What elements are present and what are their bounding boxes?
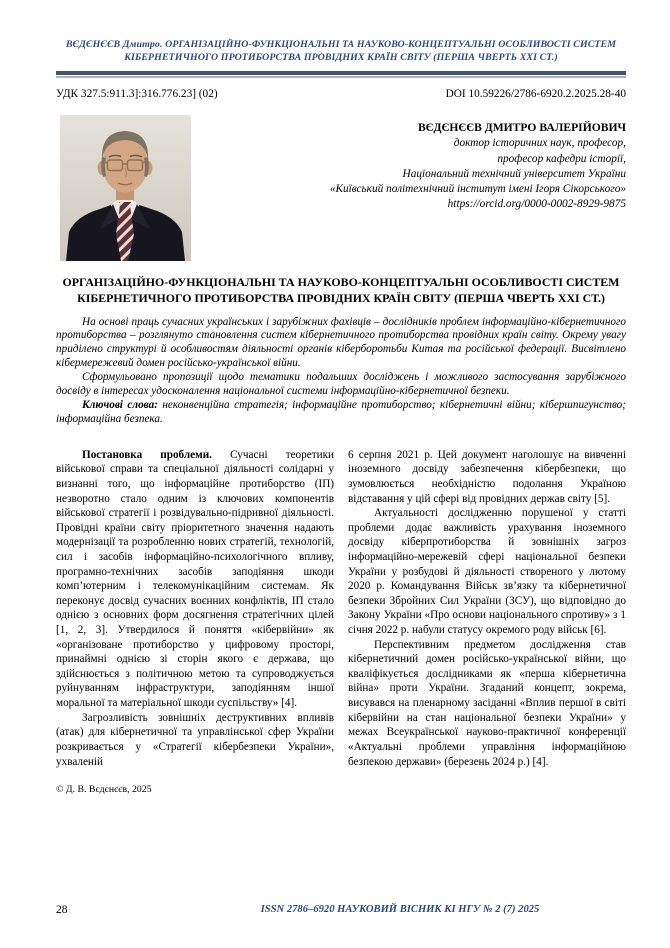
page-footer bbox=[0, 904, 670, 920]
paragraph: На основі праць сучасних українських і зарубіжних фахівців – дослідників проблем інформаційно-кібернетичного протиборства – розглянуто становлення систем кібернетичного протиборства провідних країн світу. Окрему увагу приділено структурі й особливостям діяльності органів кіберборотьби Китая та російської федерації. Висвітлено кібермережевий домен російсько-української війни. bbox=[56, 315, 626, 370]
header-divider-light-band bbox=[56, 76, 626, 78]
header-divider bbox=[56, 71, 626, 78]
paragraph: Постановка проблеми. Сучасні теоретики військової справи та спеціальної діяльності солідарні у визнанні того, що інформаційне протиборство (ІП) незворотно стало одним із ключових компонентів військової стратегії і розвідувально-підривної діяльності. Провідні країни світу пріоритетного значення надають модернізації та розробленню нових стратегій, технологій, сил і засобів інформаційно-психологічного впливу, програмно-технічних засобів заподіяння шкоди комп’ютерним і телекомунікаційним системам. Як переконує досвід сучасних воєнних конфліктів, ІП стало однією з основних форм досягнення стратегічних цілей [1, 2, 3]. Утвердилося й поняття «кібервійни» як «організоване протиборство у цифровому просторі, принаймні однією зі сторін якого є держава, що здійснюється з політичною метою та супроводжується руйнуванням інфраструктури, заподіянням іншої моральної та матеріальної шкоди суспільству» [4]. bbox=[56, 448, 334, 710]
author-affiliation-line: професор кафедри історії, bbox=[497, 152, 626, 165]
author-affiliation-line: «Київський політехнічний інститут імені Ігоря Сікорського» bbox=[329, 182, 626, 195]
paragraph: Актуальності дослідженню порушеної у статті проблеми додає важливість урахування іноземного досвіду кіберпротиборства й зовнішніх загроз інформаційно-мережевій сфері національної безпеки України у розбудові й діяльності створеного у лютому 2020 р. Командування Військ зв’язку та кібернетичної безпеки Збройних Сил України (ЗСУ), що відповідно до Закону України «Про основи національного спротиву» з 1 січня 2022 р. набули статусу окремого роду військ [6]. bbox=[348, 507, 626, 637]
body-columns bbox=[56, 448, 626, 797]
paragraph: Перспективним предметом дослідження став кібернетичний домен російсько-української війни, що кваліфікується дослідниками як «перша кібернетична війна» проти України. Згаданий концепт, зокрема, висувався на пленарному засіданні «Вплив першої в світі кібервійни на стан національної безпеки України» у межах Всеукраїнської науково-практичної конференції «Актуальні проблеми управління інформаційною безпекою держави» (березень 2024 р.) [4]. bbox=[348, 638, 626, 768]
doi-code: DOI 10.59226/2786-6920.2.2025.28-40 bbox=[445, 87, 626, 100]
author-affiliation-lines bbox=[191, 136, 626, 212]
meta-row bbox=[56, 88, 626, 100]
paragraph-lead: Постановка проблеми. bbox=[82, 448, 231, 461]
left-column bbox=[56, 448, 334, 797]
paragraph: 6 серпня 2021 р. Цей документ наголошує на вивченні іноземного досвіду забезпечення кібербезпеки, що зумовлюється необхідністю подолання Україною відставання у цій сфері від провідних держав світу [5]. bbox=[348, 448, 626, 505]
header-divider-dark-band bbox=[56, 71, 626, 75]
udc-code: УДК 327.5:911.3]:316.776.23] (02) bbox=[56, 87, 218, 100]
portrait-photo bbox=[60, 115, 191, 261]
keywords-text: неконвенційна стратегія; інформаційне протиборство; кібернетичні війни; кібершпигунство; інформаційна безпека. bbox=[56, 398, 626, 425]
journal-footer-line: ISSN 2786–6920 НАУКОВИЙ ВІСНИК КІ НГУ № 2 (7) 2025 bbox=[260, 904, 540, 915]
keywords bbox=[56, 399, 626, 427]
paragraph: Сформульовано пропозиції щодо тематики подальших досліджень і можливого застосування зарубіжного досвіду в інтересах удосконалення національної системи інформаційно-кібернетичної безпеки. bbox=[56, 371, 626, 398]
right-column-paragraphs bbox=[348, 448, 626, 769]
author-info bbox=[191, 115, 626, 261]
article-title: ОРГАНІЗАЦІЙНО-ФУНКЦІОНАЛЬНІ ТА НАУКОВО-КОНЦЕПТУАЛЬНІ ОСОБЛИВОСТІ СИСТЕМ КІБЕРНЕТИЧНОГО ПРОТИБОРСТВА ПРОВІДНИХ КРАЇН СВІТУ (ПЕРША ЧВЕРТЬ ХХІ СТ.) bbox=[62, 274, 620, 305]
left-column-paragraphs bbox=[56, 448, 334, 769]
orcid-link[interactable]: https://orcid.org/0000-0002-8929-9875 bbox=[447, 197, 626, 210]
abstract-paragraphs bbox=[56, 316, 626, 399]
abstract bbox=[56, 316, 626, 427]
copyright-note: © Д. В. Вєдєнєєв, 2025 bbox=[56, 784, 152, 796]
author-section bbox=[56, 115, 626, 261]
page-number: 28 bbox=[56, 904, 68, 916]
keywords-label: Ключові слова: bbox=[82, 398, 158, 411]
author-affiliation-line: доктор історичних наук, професор, bbox=[453, 137, 626, 150]
running-head: ВЄДЄНЄЄВ Дмитро. ОРГАНІЗАЦІЙНО-ФУНКЦІОНАЛЬНІ ТА НАУКОВО-КОНЦЕПТУАЛЬНІ ОСОБЛИВОСТІ СИСТЕМ КІБЕРНЕТИЧНОГО ПРОТИБОРСТВА ПРОВІДНИХ КРАЇН СВІТУ (ПЕРША ЧВЕРТЬ ХХІ СТ.) bbox=[65, 39, 617, 64]
right-column bbox=[348, 448, 626, 797]
paragraph: Загрозливість зовнішніх деструктивних впливів (атак) для кібернетичної та управлінської сфер України розкривається у «Стратегії кібербезпеки України», ухваленій bbox=[56, 711, 334, 768]
author-affiliation-line: Національний технічний університет України bbox=[402, 167, 626, 180]
author-name: ВЄДЄНЄЄВ ДМИТРО ВАЛЕРІЙОВИЧ bbox=[417, 120, 626, 134]
